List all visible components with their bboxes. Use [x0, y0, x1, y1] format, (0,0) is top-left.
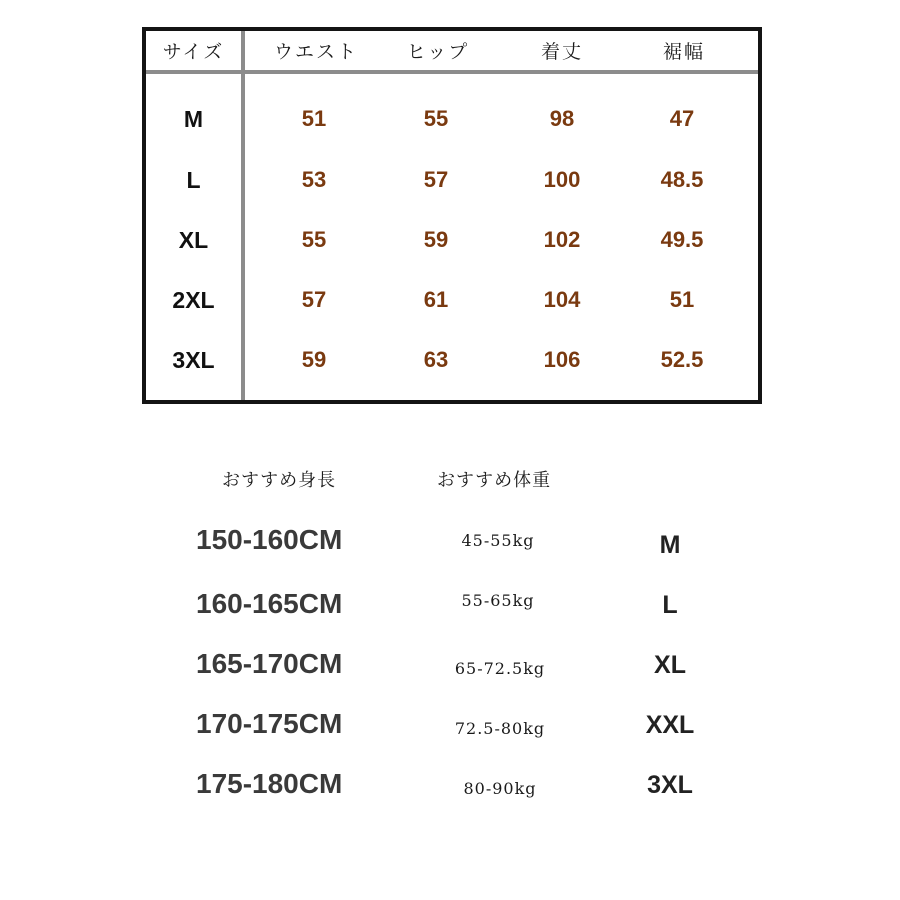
recommended-height-header: おすすめ身長 [222, 470, 337, 491]
header-hem-width: 裾幅 [662, 41, 705, 63]
hip-value: 57 [423, 167, 449, 192]
weight-range: 72.5-80kg [454, 719, 546, 738]
length-value: 98 [549, 106, 575, 131]
height-range: 175-180CM [196, 768, 343, 799]
waist-value: 57 [301, 287, 327, 312]
hem-width-value: 51 [669, 287, 695, 312]
header-length: 着丈 [540, 41, 583, 63]
waist-value: 53 [301, 167, 327, 192]
row-size-label: M [183, 106, 204, 132]
height-range: 170-175CM [196, 708, 343, 739]
recommended-weight-header: おすすめ体重 [437, 470, 552, 491]
weight-range: 55-65kg [461, 591, 535, 610]
row-size-label: 2XL [172, 287, 215, 313]
waist-value: 59 [301, 347, 327, 372]
waist-value: 55 [301, 227, 327, 252]
row-size-label: 3XL [172, 347, 215, 373]
recommended-size: XXL [645, 711, 695, 739]
height-range: 165-170CM [196, 648, 343, 679]
weight-range: 45-55kg [461, 531, 535, 550]
header-waist: ウエスト [273, 41, 358, 63]
hem-width-value: 52.5 [660, 347, 704, 372]
waist-value: 51 [301, 106, 327, 131]
length-value: 102 [543, 227, 581, 252]
length-value: 106 [543, 347, 581, 372]
hip-value: 55 [423, 106, 449, 131]
header-hip: ヒップ [406, 41, 470, 63]
recommended-size: 3XL [647, 771, 693, 799]
row-size-label: L [186, 167, 201, 193]
height-range: 150-160CM [196, 524, 343, 555]
hem-width-value: 49.5 [660, 227, 704, 252]
length-value: 100 [543, 167, 581, 192]
hip-value: 61 [423, 287, 449, 312]
recommended-size: XL [654, 651, 686, 679]
row-size-label: XL [178, 227, 209, 253]
length-value: 104 [543, 287, 581, 312]
weight-range: 80-90kg [463, 779, 537, 798]
height-range: 160-165CM [196, 588, 343, 619]
hip-value: 59 [423, 227, 449, 252]
recommended-size: L [662, 591, 678, 619]
hip-value: 63 [423, 347, 449, 372]
hem-width-value: 47 [669, 106, 695, 131]
recommended-size: M [659, 531, 681, 559]
hem-width-value: 48.5 [660, 167, 704, 192]
header-size: サイズ [162, 41, 225, 63]
weight-range: 65-72.5kg [454, 659, 546, 678]
